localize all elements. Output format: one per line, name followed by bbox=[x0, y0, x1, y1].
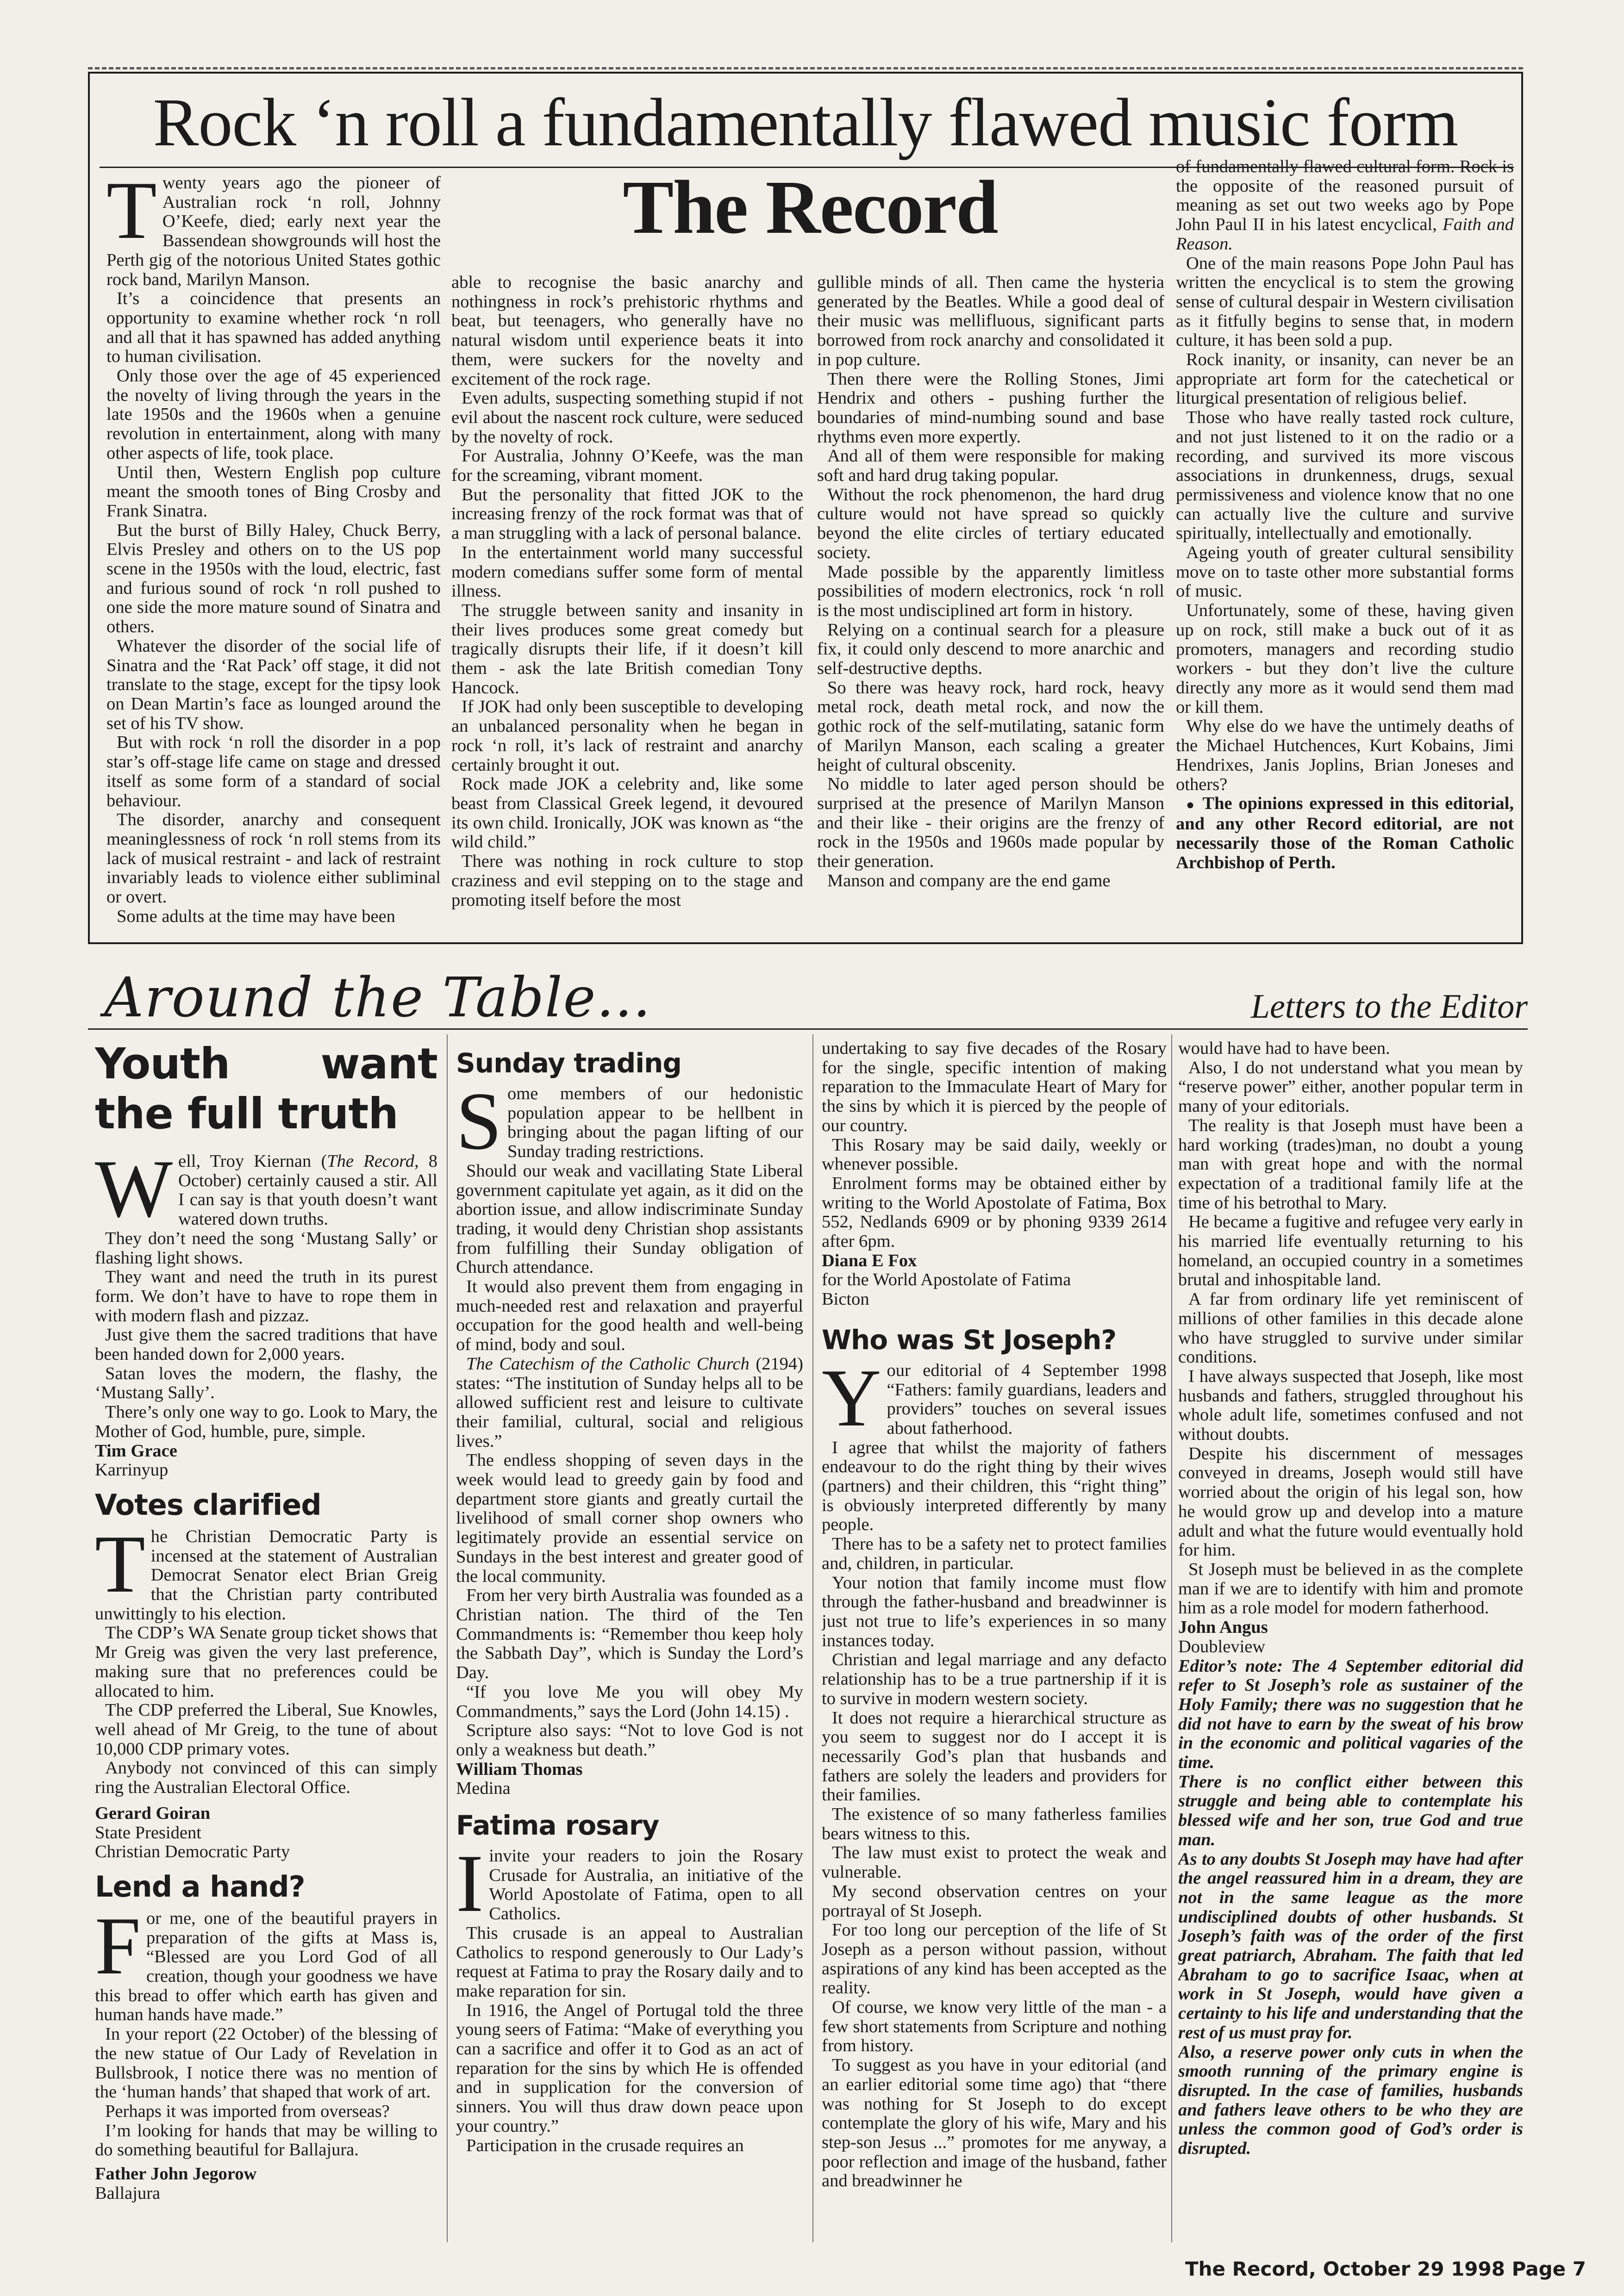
section-title-letters: Letters to the Editor bbox=[1250, 988, 1528, 1026]
paragraph: of fundamentally flawed cultural form. Rock is the opposite of the reasoned pursuit of meaning as set out two weeks ago by Pope John Paul II in his latest encyclical, Faith and Reason. bbox=[1176, 157, 1514, 254]
letter-location: Medina bbox=[456, 1779, 511, 1798]
paragraph: I’m looking for hands that may be willing to do something beautiful for Ballajura. bbox=[95, 2121, 437, 2160]
paragraph: The CDP preferred the Liberal, Sue Knowles, well ahead of Mr Greig, to the tune of about 10,000 CDP primary votes. bbox=[95, 1700, 437, 1759]
paragraph: The reality is that Joseph must have been a hard working (trades)man, no doubt a young man with great hope and with the normal expectation of a traditional family life at the time of his betrothal to Mary. bbox=[1178, 1115, 1523, 1213]
paragraph: Rock inanity, or insanity, can never be an appropriate art form for the catechetical or liturgical presentation of religious belief. bbox=[1176, 350, 1514, 408]
editors-note: There is no conflict either between this struggle and being able to contemplate his blessed wife and her son, true God and true man. bbox=[1178, 1772, 1523, 1849]
paragraph: Participation in the crusade requires an bbox=[466, 2135, 744, 2155]
paragraph: Iinvite your readers to join the Rosary Crusade for Australia, an initiative of the World Apostolate of Fatima, open to all Catholics. bbox=[456, 1837, 803, 1929]
paragraph: The Christian Democratic Party is incensed at the statement of Australian Democrat Senator elect Brian Greig that the Christian party contributed unwittingly to his election. bbox=[95, 1518, 437, 1624]
letter-signature: Tim Grace bbox=[95, 1441, 177, 1461]
paragraph: If JOK had only been susceptible to developing an unbalanced personality when he began in rock ‘n roll, it’s lack of restraint and anarchy certainly brought it out. bbox=[451, 697, 803, 775]
paragraph: Despite his discernment of messages conveyed in dreams, Joseph would still have worried about the origin of his legal son, how he would grow up and develop into a mature adult and what the future would eventually hold for him. bbox=[1178, 1444, 1523, 1560]
paragraph: It does not require a hierarchical structure as you seem to suggest nor do I accept it is necessarily God’s plan that husbands and fathers are solely the leaders and providers for their families. bbox=[822, 1708, 1167, 1805]
paragraph: Whatever the disorder of the social life of Sinatra and the ‘Rat Pack’ off stage, it did not translate to the stage, except for the tipsy look on Dean Martin’s face as lounged around the set of his TV show. bbox=[106, 636, 441, 733]
page-footer: The Record, October 29 1998 Page 7 bbox=[1185, 2258, 1586, 2280]
paragraph: Ageing youth of greater cultural sensibility move on to taste other more substantial forms of music. bbox=[1176, 543, 1514, 601]
paragraph: Then there were the Rolling Stones, Jimi Hendrix and others - pushing further the boundaries of mind-numbing sound and base rhythms even more expertly. bbox=[817, 369, 1164, 447]
letters-column-3 bbox=[822, 1039, 1167, 2252]
letter-signature: Diana E Fox bbox=[822, 1251, 917, 1270]
paragraph: For me, one of the beautiful prayers in preparation of the gifts at Mass is, “Blessed are you Lord God of all creation, though your goodness we have this bread to offer which earth has given and human hands have made.” bbox=[95, 1899, 437, 2025]
editorial-column-4 bbox=[1176, 157, 1514, 940]
paragraph: There was nothing in rock culture to stop craziness and evil stepping on to the stage and promoting itself before the most bbox=[451, 852, 803, 910]
encyclical-title: Faith and Reason. bbox=[1176, 215, 1514, 254]
letters-column-4 bbox=[1178, 1039, 1523, 2252]
editors-note: Also, a reserve power only cuts in when the smooth running of the primary engine is disrupted. In the case of families, husbands and fathers leave others to be who they are unless the common good of God’s order is disrupted. bbox=[1178, 2042, 1523, 2159]
paragraph: Only those over the age of 45 experienced the novelty of living through the years in the late 1950s and the 1960s when a genuine revolution in entertainment, along with many other aspects of life, took place. bbox=[106, 366, 441, 463]
paragraph: Enrolment forms may be obtained either by writing to the World Apostolate of Fatima, Box 552, Nedlands 6909 or by phoning 9339 2614 after 6pm. bbox=[822, 1173, 1167, 1251]
paragraph: There has to be a safety net to protect families and, children, in particular. bbox=[822, 1534, 1167, 1573]
letter-headline-st-joseph: Who was St Joseph? bbox=[822, 1324, 1117, 1356]
letter-signature: Father John Jegorow bbox=[95, 2164, 257, 2184]
letter-signature: Gerard Goiran bbox=[95, 1803, 211, 1823]
paragraph: Until then, Western English pop culture meant the smooth tones of Bing Crosby and Frank Sinatra. bbox=[106, 462, 441, 521]
paragraph: The law must exist to protect the weak and vulnerable. bbox=[822, 1843, 1167, 1882]
letter-location: Bicton bbox=[822, 1289, 869, 1309]
editors-note: As to any doubts St Joseph may have had after the angel reassured him in a dream, they are not in the same league as the more undisciplined doubts of other husbands. St Joseph’s faith was of the order of the first great patriarch, Abraham. The faith that led Abraham to go to sacrifice Isaac, when at work in St Joseph, would have given a certainty to his life and understanding that the rest of us must pray for. bbox=[1178, 1849, 1523, 2042]
bullet-icon: ● bbox=[1186, 797, 1197, 813]
drop-cap: Y bbox=[822, 1351, 881, 1444]
paragraph: This Rosary may be said daily, weekly or whenever possible. bbox=[822, 1135, 1167, 1174]
paragraph: It would also prevent them from engaging in much-needed rest and relaxation and prayerful occupation for the good health and well-being of mind, body and soul. bbox=[456, 1277, 803, 1355]
paragraph: But the burst of Billy Haley, Chuck Berry, Elvis Presley and others on to the US pop scene in the 1950s with the loud, electric, fast and furious sound of rock ‘n roll pushed to one side the more mature sound of Sinatra and others. bbox=[106, 520, 441, 637]
paragraph: Why else do we have the untimely deaths of the Michael Hutchences, Kurt Kobains, Jimi Hendrixes, Janis Joplins, Brian Joneses and others? bbox=[1176, 716, 1514, 794]
paragraph: gullible minds of all. Then came the hysteria generated by the Beatles. While a good deal of their music was mellifluous, significant parts borrowed from rock anarchy and consolidated it in pop culture. bbox=[817, 273, 1164, 369]
letter-signature: William Thomas bbox=[456, 1759, 583, 1779]
letter-location: State President bbox=[95, 1823, 201, 1842]
paragraph: Scripture also says: “Not to love God is not only a weakness but death.” bbox=[456, 1721, 803, 1760]
column-divider bbox=[447, 1034, 448, 2242]
paragraph: For too long our perception of the life of St Joseph as a person without passion, without aspirations of any kind has been accepted as the reality. bbox=[822, 1920, 1167, 1998]
paragraph: The Catechism of the Catholic Church (2194) states: “The institution of Sunday helps all to be allowed sufficient rest and leisure to cultivate their familial, cultural, social and religious lives.” bbox=[456, 1354, 803, 1451]
drop-cap: W bbox=[95, 1143, 173, 1234]
paragraph: Should our weak and vacillating State Liberal government capitulate yet again, as it did on the abortion issue, and allow indiscriminate Sunday trading, it would deny Christian shop assistants from fulfilling their Sunday obligation of Church attendance. bbox=[456, 1161, 803, 1277]
paragraph: There’s only one way to go. Look to Mary, the Mother of God, humble, pure, simple. bbox=[95, 1402, 437, 1441]
paragraph: In the entertainment world many successful modern comedians suffer some form of mental illness. bbox=[451, 542, 803, 601]
paragraph: “If you love Me you will obey My Commandments,” says the Lord (John 14.15) . bbox=[456, 1682, 803, 1721]
editors-note: Editor’s note: The 4 September editorial did refer to St Joseph’s role as sustainer of the Holy Family; there was no suggestion that he did not have to earn by the sweat of his brow in the economic and political vagaries of the time. bbox=[1178, 1656, 1523, 1773]
paragraph: Also, I do not understand what you mean by “reserve power” either, another popular term in many of your editorials. bbox=[1178, 1058, 1523, 1116]
paragraph: And all of them were responsible for making soft and hard drug taking popular. bbox=[817, 446, 1164, 485]
paragraph: Some adults at the time may have been bbox=[117, 906, 395, 926]
paragraph: Of course, we know very little of the man - a few short statements from Scripture and nothing from history. bbox=[822, 1997, 1167, 2056]
editorial-disclaimer: ● The opinions expressed in this editorial, and any other Record editorial, are not necessarily those of the Roman Catholic Archbishop of Perth. bbox=[1176, 794, 1514, 872]
editorial-column-3 bbox=[817, 273, 1164, 940]
column-divider bbox=[812, 1034, 813, 2242]
paragraph: The endless shopping of seven days in the week would lead to greedy gain by food and department store giants and greatly curtail the livelihood of small corner shop owners who legitimately provide an essential service on Sundays in the best interest and greater good of the local community. bbox=[456, 1450, 803, 1586]
paragraph: The existence of so many fatherless families bears witness to this. bbox=[822, 1804, 1167, 1843]
paragraph: Manson and company are the end game bbox=[827, 871, 1111, 890]
top-dashed-rule bbox=[88, 67, 1523, 69]
drop-cap: S bbox=[456, 1075, 502, 1167]
letter-location: Doubleview bbox=[1178, 1636, 1266, 1656]
paragraph: would have had to have been. bbox=[1178, 1039, 1390, 1058]
letter-location: Karrinyup bbox=[95, 1460, 169, 1480]
paragraph: No middle to later aged person should be surprised at the presence of Marilyn Manson and their like - their origins are the frenzy of rock in the 1950s and 1960s made popular by their generation. bbox=[817, 774, 1164, 871]
paragraph: To suggest as you have in your editorial (and an earlier editorial some time ago) that “there was nothing for St Joseph to do except contemplate the glory of his wife, Mary and his step-son Jesus ...” promotes for me anyway, a poor reflection and image of the husband, father and breadwinner he bbox=[822, 2055, 1167, 2191]
paragraph: In 1916, the Angel of Portugal told the three young seers of Fatima: “Make of everything you can a sacrifice and offer it to God as an act of reparation for the sins by which He is offended and in supplication for the conversion of sinners. You will thus draw down peace upon your country.” bbox=[456, 2000, 803, 2136]
editorial-column-2 bbox=[451, 273, 803, 940]
paragraph: They don’t need the song ‘Mustang Sally’ or flashing light shows. bbox=[95, 1228, 437, 1268]
section-title-around-the-table: Around the Table... bbox=[104, 965, 651, 1029]
paragraph: My second observation centres on your portrayal of St Joseph. bbox=[822, 1881, 1167, 1921]
paragraph: undertaking to say five decades of the Rosary for the single, specific intention of making reparation to the Immaculate Heart of Mary for the sins by which it is pierced by the people of our country. bbox=[822, 1039, 1167, 1135]
paragraph: Well, Troy Kiernan (The Record, 8 October) certainly caused a stir. All I can say is that youth doesn’t want watered down truths. bbox=[95, 1143, 437, 1234]
paragraph: Made possible by the apparently limitless possibilities of modern electronics, rock ‘n roll is the most undisciplined art form in history. bbox=[817, 562, 1164, 620]
paragraph: It’s a coincidence that presents an opportunity to examine whether rock ‘n roll and all that it has spawned has added anything to human civilisation. bbox=[106, 289, 441, 367]
paragraph: Those who have really tasted rock culture, and not just listened to it on the radio or a recording, and survived its more viscous associations in drunkenness, drugs, sexual permissiveness and violence know that no one can actually live the culture and survive spiritually, intellectually and emotionally. bbox=[1176, 408, 1514, 543]
drop-cap: F bbox=[95, 1899, 141, 1991]
letter-headline-youth: Youth want the full truth bbox=[95, 1039, 437, 1139]
paragraph: This crusade is an appeal to Australian Catholics to respond generously to Our Lady’s request at Fatima to pray the Rosary daily and to make reparation for sin. bbox=[456, 1923, 803, 2001]
drop-cap: T bbox=[106, 174, 157, 256]
paragraph: Twenty years ago the pioneer of Australian rock ‘n roll, Johnny O’Keefe, died; early next year the Bassendean showgrounds will host the Perth gig of the notorious United States gothic rock band, Marilyn Manson. bbox=[106, 174, 441, 289]
paragraph: Satan loves the modern, the flashy, the ‘Mustang Sally’. bbox=[95, 1363, 437, 1403]
paragraph: They want and need the truth in its purest form. We don’t have to have to rope them in with modern flash and pizzaz. bbox=[95, 1267, 437, 1325]
paragraph: Perhaps it was imported from overseas? bbox=[105, 2101, 390, 2121]
letter-location: for the World Apostolate of Fatima bbox=[822, 1270, 1071, 1290]
editorial-headline: Rock ‘n roll a fundamentally flawed music form bbox=[153, 85, 1458, 161]
letters-column-2 bbox=[456, 1044, 803, 2252]
paragraph: The disorder, anarchy and consequent meaninglessness of rock ‘n roll stems from its lack of musical restraint - and lack of restraint invariably leads to violence either subliminal or overt. bbox=[106, 810, 441, 907]
paragraph: For Australia, Johnny O’Keefe, was the man for the screaming, vibrant moment. bbox=[451, 446, 803, 485]
letter-headline-sunday-trading: Sunday trading bbox=[456, 1047, 681, 1079]
editorial-column-1 bbox=[106, 174, 441, 937]
paragraph: able to recognise the basic anarchy and nothingness in rock’s prehistoric rhythms and beat, but teenagers, who generally have no natural wisdom until experience beats it into them, were suckers for the novelty and excitement of the rock rage. bbox=[451, 273, 803, 389]
drop-cap: I bbox=[456, 1837, 484, 1929]
paragraph: Rock made JOK a celebrity and, like some beast from Classical Greek legend, it devoured its own child. Ironically, JOK was known as “the wild child.” bbox=[451, 774, 803, 852]
paragraph: Anybody not convinced of this can simply ring the Australian Electoral Office. bbox=[95, 1758, 437, 1798]
letter-signature: John Angus bbox=[1178, 1618, 1268, 1637]
section-rule bbox=[88, 1028, 1528, 1030]
paragraph: Unfortunately, some of these, having given up on rock, still make a buck out of it as promoters, managers and recording studio workers - but they don’t live the culture directly any more as it would send them mad or kill them. bbox=[1176, 601, 1514, 717]
letter-headline-votes: Votes clarified bbox=[95, 1487, 321, 1522]
letters-column-1 bbox=[95, 1039, 437, 2252]
paragraph: Some members of our hedonistic population appear to be hellbent in bringing about the pagan lifting of our Sunday trading restrictions. bbox=[456, 1075, 803, 1167]
paragraph: A far from ordinary life yet reminiscent of millions of other families in this decade alone who have struggled to survive under similar conditions. bbox=[1178, 1289, 1523, 1367]
paragraph: Christian and legal marriage and any defacto relationship has to be a true partnership if it is to survive in modern western society. bbox=[822, 1650, 1167, 1708]
column-divider bbox=[1171, 1034, 1172, 2242]
paragraph: The struggle between sanity and insanity in their lives produces some great comedy but tragically disrupts their life, if it doesn’t kill them - ask the late British comedian Tony Hancock. bbox=[451, 600, 803, 697]
paragraph: Without the rock phenomenon, the hard drug culture would not have spread so quickly beyond the elite circles of tertiary educated society. bbox=[817, 485, 1164, 562]
paragraph: One of the main reasons Pope John Paul has written the encyclical is to stem the growing sense of cultural despair in Western civilisation as it fitfully begins to sense that, in modern culture, it has been sold a pup. bbox=[1176, 253, 1514, 350]
masthead: The Record bbox=[623, 165, 998, 249]
paragraph: But the personality that fitted JOK to the increasing frenzy of the rock format was that of a man struggling with a lack of personal balance. bbox=[451, 485, 803, 543]
letter-location: Christian Democratic Party bbox=[95, 1842, 290, 1862]
paragraph: I agree that whilst the majority of fathers endeavour to do the right thing by their wives (partners) and their children, this “right thing” is obviously interpreted differently by many people. bbox=[822, 1437, 1167, 1535]
paragraph: Just give them the sacred traditions that have been handed down for 2,000 years. bbox=[95, 1325, 437, 1364]
paragraph: I have always suspected that Joseph, like most husbands and fathers, struggled throughout his whole adult life, sometimes confused and not without doubts. bbox=[1178, 1366, 1523, 1444]
paragraph: So there was heavy rock, hard rock, heavy metal rock, death metal rock, and now the gothic rock of the self-mutilating, satanic form of Marilyn Manson, each scaling a greater height of cultural obscenity. bbox=[817, 678, 1164, 775]
paragraph: Even adults, suspecting something stupid if not evil about the nascent rock culture, were seduced by the novelty of rock. bbox=[451, 388, 803, 447]
paragraph: But with rock ‘n roll the disorder in a pop star’s off-stage life came on stage and dressed itself as some form of a standard of social behaviour. bbox=[106, 733, 441, 810]
paragraph: In your report (22 October) of the blessing of the new statue of Our Lady of Revelation in Bullsbrook, I notice there was no mention of the ‘human hands’ that shaped that work of art. bbox=[95, 2024, 437, 2102]
paragraph: The CDP’s WA Senate group ticket shows that Mr Greig was given the very last preference, making sure that no preferences could be allocated to him. bbox=[95, 1623, 437, 1701]
paragraph: Relying on a continual search for a pleasure fix, it could only descend to more anarchic and self-destructive depths. bbox=[817, 620, 1164, 678]
paragraph: He became a fugitive and refugee very early in his married life eventually returning to his homeland, an occupied country in a sometimes brutal and inhospitable land. bbox=[1178, 1212, 1523, 1290]
paragraph: Your editorial of 4 September 1998 “Fathers: family guardians, leaders and providers” touches on several issues about fatherhood. bbox=[822, 1351, 1167, 1444]
paragraph: Your notion that family income must flow through the father-husband and breadwinner is just not true to life’s experiences in so many instances today. bbox=[822, 1573, 1167, 1650]
paragraph: From her very birth Australia was founded as a Christian nation. The third of the Ten Commandments is: “Remember thou keep holy the Sabbath Day”, which is Sunday the Lord’s Day. bbox=[456, 1586, 803, 1683]
paragraph: St Joseph must be believed in as the complete man if we are to identify with him and promote him as a role model for modern fatherhood. bbox=[1178, 1559, 1523, 1618]
letter-headline-fatima-rosary: Fatima rosary bbox=[456, 1810, 659, 1842]
letter-headline-lend-a-hand: Lend a hand? bbox=[95, 1869, 305, 1904]
letter-location: Ballajura bbox=[95, 2183, 161, 2203]
drop-cap: T bbox=[95, 1518, 145, 1610]
